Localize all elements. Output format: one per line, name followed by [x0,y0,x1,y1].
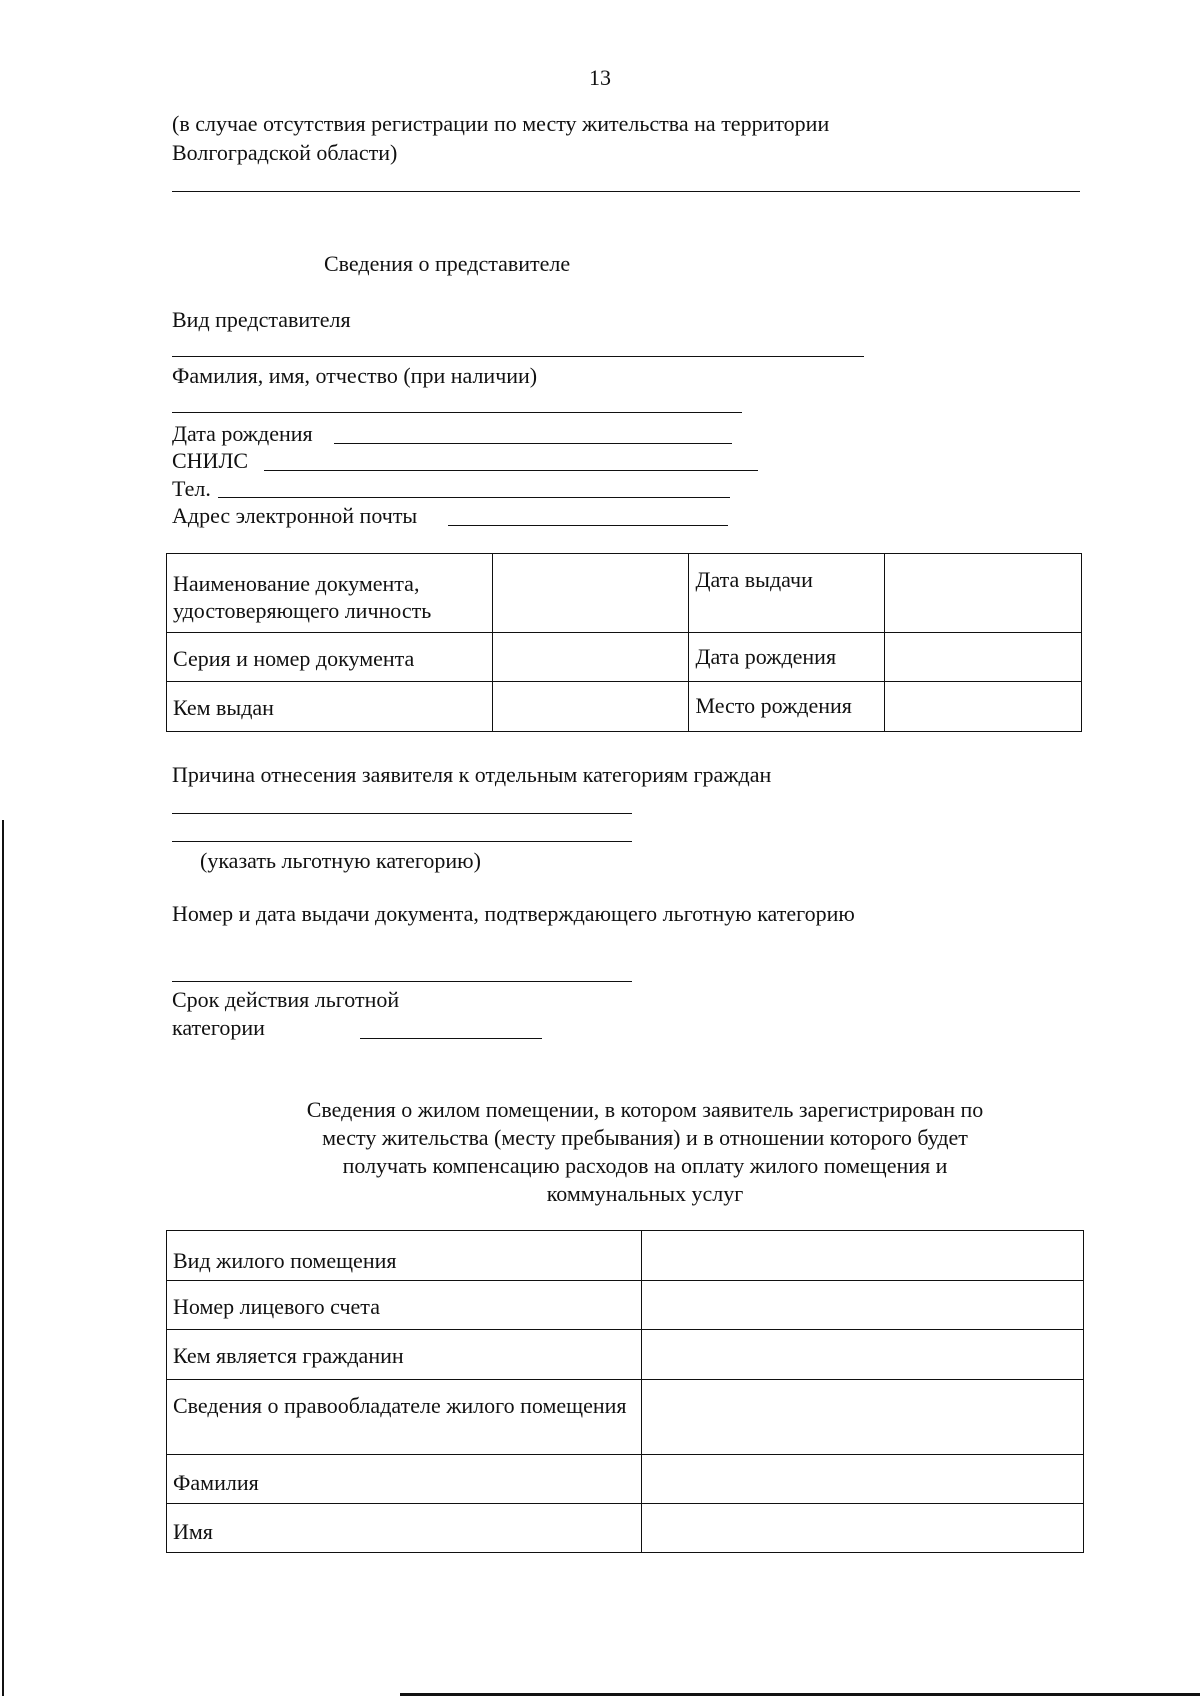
id-document-table [166,553,1082,732]
rep-fio-fill-line[interactable] [172,412,742,413]
account-number-label: Номер лицевого счета [167,1281,642,1330]
intro-note-line-1: (в случае отсутствия регистрации по месту жительства на территории [172,111,830,136]
rep-section-heading: Сведения о представителе [324,251,571,276]
owner-info-value[interactable] [641,1380,1083,1455]
surname-label: Фамилия [167,1455,642,1504]
first-name-value[interactable] [641,1504,1083,1553]
intro-note-line-2: Волгоградской области) [172,140,398,165]
rep-type-label: Вид представителя [172,307,351,332]
housing-heading-line-4: коммунальных услуг [546,1181,744,1206]
rep-email-label: Адрес электронной почты [172,503,418,528]
citizen-role-value[interactable] [641,1330,1083,1380]
id-doc-name-value[interactable] [492,554,689,633]
benefit-reason-fill-line-1[interactable] [172,813,632,814]
id-birth-date-label: Дата рождения [689,633,885,682]
rep-birth-fill-line[interactable] [334,443,732,444]
rep-tel-fill-line[interactable] [218,497,730,498]
housing-type-value[interactable] [641,1231,1083,1281]
housing-heading-line-3: получать компенсацию расходов на оплату жилого помещения и [342,1153,948,1178]
rep-birth-label: Дата рождения [172,421,313,446]
benefit-validity-fill-line[interactable] [360,1038,542,1039]
surname-value[interactable] [641,1455,1083,1504]
id-issued-by-label: Кем выдан [167,682,493,732]
id-birth-place-value[interactable] [885,682,1082,732]
benefit-validity-label-1: Срок действия льготной [172,987,400,1012]
housing-type-label: Вид жилого помещения [167,1231,642,1281]
housing-heading-line-1: Сведения о жилом помещении, в котором заявитель зарегистрирован по [306,1097,984,1122]
housing-heading-line-2: месту жительства (месту пребывания) и в отношении которого будет [322,1125,968,1150]
benefit-reason-fill-line-2[interactable] [172,841,632,842]
id-issued-by-value[interactable] [492,682,689,732]
rep-snils-label: СНИЛС [172,448,249,473]
account-number-value[interactable] [641,1281,1083,1330]
id-series-number-value[interactable] [492,633,689,682]
id-issue-date-value[interactable] [885,554,1082,633]
benefit-doc-fill-line[interactable] [172,981,632,982]
rep-email-fill-line[interactable] [448,525,728,526]
first-name-label: Имя [167,1504,642,1553]
benefit-validity-label-2: категории [172,1015,265,1040]
benefit-reason-label: Причина отнесения заявителя к отдельным категориям граждан [172,762,772,787]
benefit-category-hint: (указать льготную категорию) [200,848,481,873]
rep-tel-label: Тел. [172,476,211,501]
rep-type-fill-line[interactable] [172,356,864,357]
rep-fio-label: Фамилия, имя, отчество (при наличии) [172,363,538,388]
id-issue-date-label: Дата выдачи [689,554,885,633]
id-series-number-label: Серия и номер документа [167,633,493,682]
id-doc-name-label: Наименование документа, удостоверяющего личность [167,554,493,633]
owner-info-label: Сведения о правообладателе жилого помещения [167,1380,642,1455]
intro-fill-line[interactable] [172,191,1080,192]
citizen-role-label: Кем является гражданин [167,1330,642,1380]
rep-snils-fill-line[interactable] [264,470,758,471]
housing-table [166,1230,1084,1553]
id-birth-date-value[interactable] [885,633,1082,682]
id-birth-place-label: Место рождения [689,682,885,732]
benefit-doc-label: Номер и дата выдачи документа, подтверждающего льготную категорию [172,901,855,926]
scan-left-edge [2,820,4,1696]
page-number: 13 [589,65,611,90]
